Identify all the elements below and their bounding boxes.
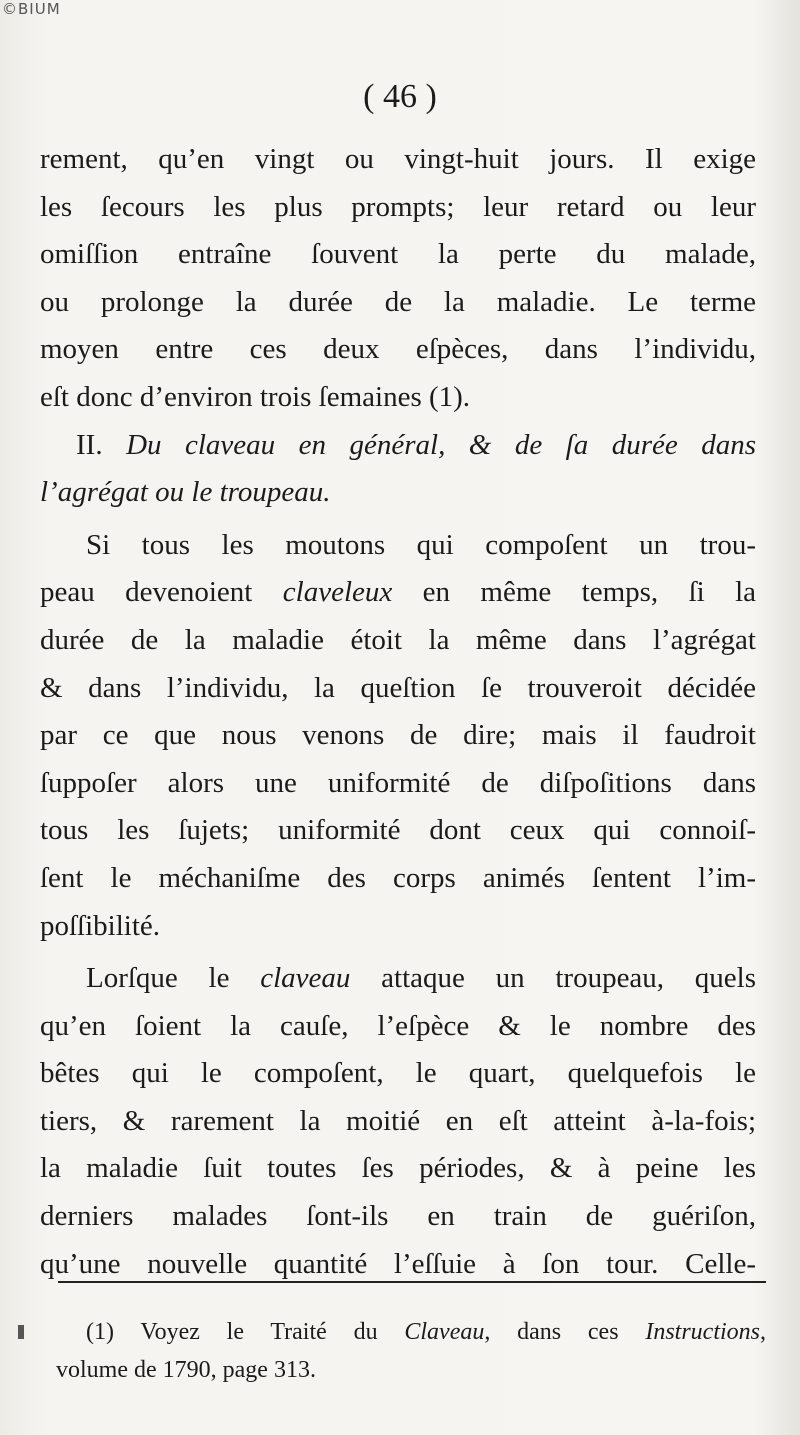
text-line: derniers malades ſont-ils en train de guériſon,	[40, 1200, 756, 1233]
text-line: tous les ſujets; uniformité dont ceux qui connoiſ-	[40, 814, 756, 847]
footnote-line: volume de 1790, page 313.	[56, 1357, 316, 1383]
text-line	[40, 569, 756, 617]
text-line: Si tous les moutons qui compoſent un trou-	[86, 528, 756, 561]
footnote-line	[56, 1313, 766, 1351]
margin-mark	[18, 1325, 24, 1339]
text-line: omiſſion entraîne ſouvent la perte du malade,	[40, 238, 756, 271]
footnote-divider	[58, 1281, 766, 1283]
text-span: , dans ces	[484, 1319, 619, 1345]
footnote-marker: (1)	[86, 1319, 114, 1345]
section-number: II.	[76, 428, 103, 461]
text-line: bêtes qui le compoſent, le quart, quelquefois le	[40, 1057, 756, 1090]
text-line: & dans l’individu, la queſtion ſe trouveroit décidée	[40, 671, 756, 704]
text-line: par ce que nous venons de dire; mais il faudroit	[40, 719, 756, 752]
text-line: tiers, & rarement la moitié en eſt atteint à-la-fois;	[40, 1104, 756, 1137]
text-line: rement, qu’en vingt ou vingt-huit jours. Il exige	[40, 143, 756, 175]
text-line: les ſecours les plus prompts; leur retard ou leur	[40, 190, 756, 223]
page-number: ( 46 )	[363, 78, 437, 115]
text-line: ſent le méchaniſme des corps animés ſentent l’im-	[40, 861, 756, 894]
italic-term: Instructions	[645, 1319, 760, 1345]
italic-term: Claveau	[404, 1319, 485, 1345]
text-line	[40, 955, 756, 1003]
italic-term: claveleux	[282, 576, 393, 609]
text-line: ſuppoſer alors une uniformité de diſpoſitions dans	[40, 766, 756, 799]
watermark: ©BIUM	[2, 0, 61, 18]
text-line: qu’en ſoient la cauſe, l’eſpèce & le nombre des	[40, 1009, 756, 1042]
text-span: en même temps, ſi la	[422, 576, 756, 609]
section-heading	[40, 422, 756, 470]
text-span: attaque un troupeau, quels	[381, 962, 757, 995]
text-line: qu’une nouvelle quantité l’eſſuie à ſon tour. Celle-	[40, 1247, 756, 1280]
body-text	[40, 136, 756, 1288]
text-line: durée de la maladie étoit la même dans l’agrégat	[40, 623, 756, 656]
text-span: peau devenoient	[40, 576, 253, 609]
footnote	[56, 1313, 766, 1389]
text-line: eſt donc d’environ trois ſemaines (1).	[40, 380, 471, 413]
section-title: Du claveau en général, & de ſa durée dans	[126, 428, 757, 461]
italic-term: claveau	[260, 962, 351, 995]
text-span: Lorſque le	[86, 962, 230, 995]
text-line: la maladie ſuit toutes ſes périodes, & à peine les	[40, 1152, 756, 1185]
text-span: Voyez le Traité du	[140, 1319, 378, 1345]
text-span: ,	[760, 1319, 766, 1345]
section-title-cont: l’agrégat ou le troupeau.	[40, 476, 331, 509]
section-heading-cont	[40, 469, 756, 517]
text-line: moyen entre ces deux eſpèces, dans l’individu,	[40, 333, 756, 366]
text-line: ou prolonge la durée de la maladie. Le terme	[40, 285, 756, 318]
text-line: poſſibilité.	[40, 909, 161, 942]
